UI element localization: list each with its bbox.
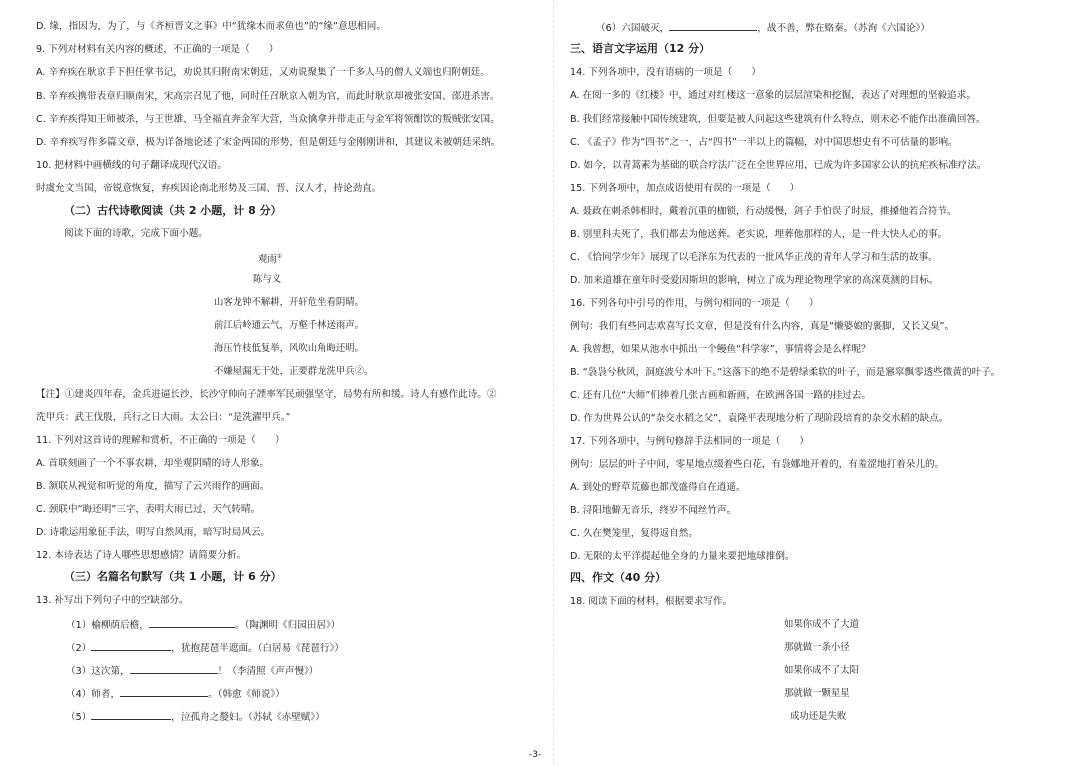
q14-option-b: B. 我们经常接触中国传统建筑，但要是被人问起这些建筑有什么特点，则未必不能作出准确回答。 (570, 114, 986, 125)
q17-option-b: B. 浔阳地僻无音乐，终岁不闻丝竹声。 (570, 505, 737, 516)
q18-stem: 18. 阅读下面的材料，根据要求写作。 (570, 596, 733, 607)
verse-line: 那就做一条小径 (784, 642, 850, 653)
q13-item-prefix: （3）这次第， (66, 666, 130, 677)
q13-item-suffix: ，犹抱琵琶半遮面。（白居易《琵琶行》） (171, 643, 344, 654)
poem-note-line2: 洗甲兵：武王伐殷，兵行之日大雨。太公曰：“是洗濯甲兵。” (36, 412, 291, 423)
q13-stem: 13. 补写出下列句子中的空缺部分。 (36, 595, 189, 606)
verse-line: 如果你成不了大道 (784, 619, 860, 630)
q10-sentence: 时虞允文当国，帝锐意恢复，弃疾因论南北形势及三国、晋、汉人才，持论劲直。 (36, 183, 382, 194)
q16-option-c: C. 还有几位“大师”们捧着几张古画和新画，在欧洲各国一路的挂过去。 (570, 390, 871, 401)
verse-line: 那就做一颗星星 (784, 688, 850, 699)
q16-option-b: B. “袅袅兮秋风，洞庭波兮木叶下。”这落下的绝不是碧绿柔软的叶子，而是窸窣飘零透些微黄的叶子。 (570, 367, 1001, 378)
answer-blank[interactable] (130, 664, 218, 674)
q13-item-prefix: （5） (66, 712, 92, 723)
column-divider (553, 0, 555, 766)
q11-option-c: C. 颈联中“晦还明”三字，表明大雨已过，天气转晴。 (36, 504, 261, 515)
answer-blank[interactable] (120, 687, 208, 697)
answer-blank[interactable] (91, 641, 171, 651)
q15-option-d: D. 加来道雄在童年时受爱因斯坦的影响，树立了成为理论物理学家的高深莫测的目标。 (570, 275, 939, 286)
q13-item-suffix: 。（陶渊明《归园田居》） (234, 620, 341, 631)
section-recitation-title: （三）名篇名句默写（共 1 小题，计 6 分） (64, 570, 282, 583)
q11-option-d: D. 诗歌运用象征手法，明写自然风雨，暗写时局风云。 (36, 527, 271, 538)
q9-option-d: D. 辛弃疾写作多篇文章，极为详备地论述了宋金两国的形势，但是朝廷与金刚刚讲和，其建议未被朝廷采纳。 (36, 137, 501, 148)
poetry-instruction: 阅读下面的诗歌，完成下面小题。 (64, 228, 208, 239)
q13-item-prefix: （2） (66, 643, 92, 654)
q14-stem: 14. 下列各项中，没有语病的一项是（ ） (570, 67, 761, 78)
poem-author: 陈与义 (253, 274, 282, 285)
q14-option-a: A. 在阅一多的《红楼》中，通过对红楼这一意象的层层渲染和挖掘，表达了对理想的坚毅追求。 (570, 90, 976, 101)
q16-option-a: A. 我曾想，如果从池水中抓出一个鳗鱼“科学家”，事情将会是么样呢？ (570, 344, 871, 355)
poem-title-footnote-mark: ① (276, 253, 283, 260)
answer-blank[interactable] (149, 618, 235, 628)
q16-stem: 16. 下列各句中引号的作用，与例句相同的一项是（ ） (570, 298, 819, 309)
q13-item-suffix: ，泣孤舟之嫠妇。（苏轼《赤壁赋》） (171, 712, 325, 723)
q9-stem: 9. 下列对材料有关内容的概述，不正确的一项是（ ） (36, 44, 279, 55)
q15-option-c: C. 《恰同学少年》展现了以毛泽东为代表的一批风华正茂的青年人学习和生活的故事。 (570, 252, 938, 263)
q17-option-c: C. 久在樊笼里，复得返自然。 (570, 528, 698, 539)
q14-option-c: C. 《孟子》作为“四书”之一，占“四书”一半以上的篇幅，对中国思想史有不可估量的影响。 (570, 137, 958, 148)
answer-blank[interactable] (91, 710, 171, 720)
q13-item-2 (66, 641, 344, 655)
q17-option-d: D. 无限的太平洋提起他全身的力量来要把地球推倒。 (570, 551, 795, 562)
q13-item-3 (66, 664, 318, 678)
q13-item-suffix: ！（李清照《声声慢》） (217, 666, 319, 677)
q11-option-a: A. 首联刻画了一个不事农耕，却坐观阴晴的诗人形象。 (36, 458, 270, 469)
q10-stem: 10. 把材料中画横线的句子翻译成现代汉语。 (36, 160, 227, 171)
q17-stem: 17. 下列各项中，与例句修辞手法相同的一项是（ ） (570, 436, 809, 447)
q16-example: 例句：我们有些同志欢喜写长文章，但是没有什么内容，真是“懒婆娘的裹脚，又长又臭”。 (570, 321, 955, 332)
q17-option-a: A. 到处的野草荒藤也都茂盛得自在逍遥。 (570, 482, 746, 493)
q13-item-4 (66, 687, 285, 701)
q13-item-5 (66, 710, 325, 724)
q9-option-c: C. 辛弃疾得知王师被杀，与王世雄、马全福直奔金军大营，当众擒拿并带走正与金军将领酣饮的叛贼张安国。 (36, 114, 500, 125)
q13-item-1 (66, 618, 340, 632)
verse-line: 如果你成不了太阳 (784, 665, 860, 676)
q13-item-suffix: ，战不善，弊在赂秦。（苏洵《六国论》） (757, 23, 930, 34)
q12-stem: 12. 本诗表达了诗人哪些思想感情？请简要分析。 (36, 550, 247, 561)
poem-title-text: 观雨 (258, 254, 277, 266)
poem-title (258, 251, 282, 266)
section-poetry-title: （二）古代诗歌阅读（共 2 小题，计 8 分） (64, 204, 282, 217)
q11-stem: 11. 下列对这首诗的理解和赏析，不正确的一项是（ ） (36, 435, 285, 446)
section-writing-title: 四、作文（40 分） (570, 571, 667, 584)
q16-option-d: D. 作为世界公认的“杂交水稻之父”，袁隆平表现地分析了现阶段培育的杂交水稻的缺点。 (570, 413, 949, 424)
poem-line: 山客龙钟不解耕，开轩危坐看阴晴。 (214, 297, 365, 308)
poem-line: 不嫌屋漏无干处，正要群龙洗甲兵②。 (214, 366, 374, 377)
q9-option-a: A. 辛弃疾在耿京手下担任掌书记，劝说其归附南宋朝廷，又劝说聚集了一千多人马的僧人义端也归附朝廷。 (36, 67, 490, 78)
q15-option-b: B. 别里科夫死了，我们都去为他送葬。老实说，埋葬他那样的人，是一件大快人心的事。 (570, 229, 948, 240)
q15-option-a: A. 聂政在刺杀韩相时，戴着沉重的枷锁，行动缓慢，剑子手怕误了时辰，推搡他若合符节。 (570, 206, 957, 217)
q13-item-prefix: （4）师者， (66, 689, 121, 700)
q13-item-suffix: 。（韩愈《师说》） (208, 689, 285, 700)
poem-line: 前江后岭通云气，万壑千林送雨声。 (214, 320, 365, 331)
poem-note-line1: 【注】①建炎四年春，金兵进逼长沙，长沙守帅向子諲率军民顽强坚守，局势有所和缓。诗人有感作此诗。② (36, 389, 497, 400)
q15-stem: 15. 下列各项中，加点成语使用有误的一项是（ ） (570, 183, 800, 194)
q9-option-d-prev: D. 缘，指因为，为了，与《齐桓晋文之事》中“犹缘木而求鱼也”的“缘”意思相同。 (36, 21, 386, 32)
q13-item-prefix: （1）榆柳荫后檐， (66, 620, 149, 631)
q17-example: 例句：层层的叶子中间，零星地点缀着些白花，有袅娜地开着的，有羞涩地打着朵儿的。 (570, 459, 945, 470)
section-language-title: 三、语言文字运用（12 分） (570, 42, 711, 55)
q11-option-b: B. 颔联从视觉和听觉的角度，描写了云兴雨作的画面。 (36, 481, 270, 492)
q13-item-6 (596, 21, 930, 35)
poem-line: 海压竹枝低复举，风吹山角晦还明。 (214, 343, 365, 354)
q14-option-d: D. 如今，以青蒿素为基础的联合疗法广泛在全世界应用，已成为许多国家公认的抗疟疾标准疗法。 (570, 160, 987, 171)
q9-option-b: B. 辛弃疾携带表章归顺南宋，宋高宗召见了他，同时任召耿京入朝为官，而此时耿京却被张安国、邵进杀害。 (36, 91, 500, 102)
page-number: -3- (529, 750, 542, 760)
q13-item-prefix: （6）六国破灭， (596, 23, 670, 34)
verse-line: 成功还是失败 (790, 711, 847, 722)
answer-blank[interactable] (669, 21, 757, 31)
